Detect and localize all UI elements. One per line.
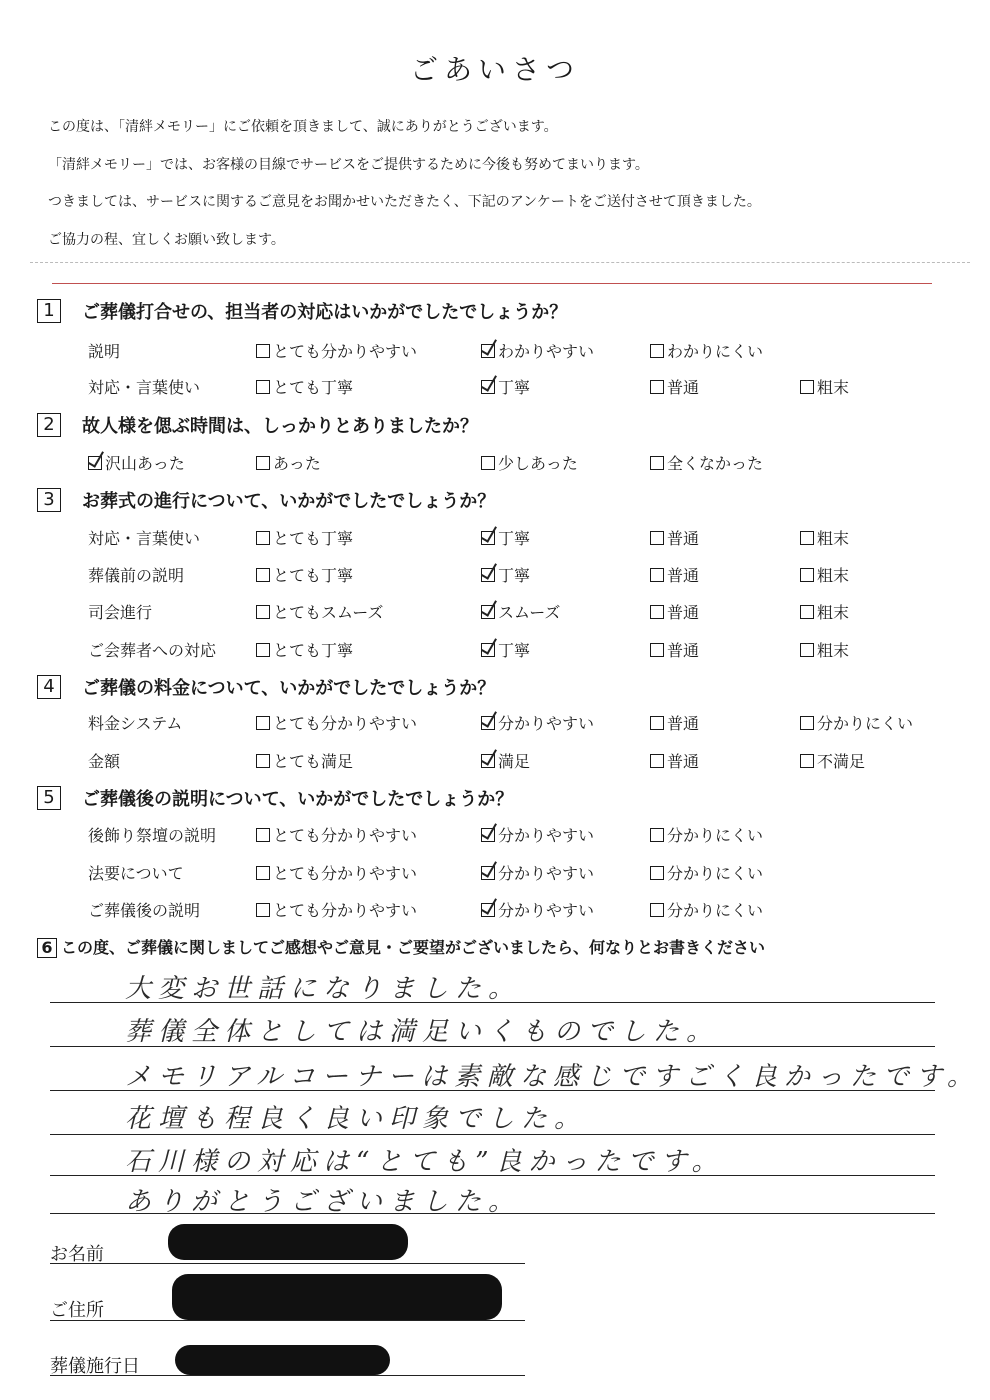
checkbox[interactable] <box>256 866 270 880</box>
checkbox[interactable] <box>256 380 270 394</box>
name-field-line <box>50 1263 525 1264</box>
q3-row-1-option-4[interactable]: 粗末 <box>800 526 849 549</box>
q4-row-2-option-1[interactable]: とても満足 <box>256 749 353 772</box>
q5-row-1-option-1[interactable]: とても分かりやすい <box>256 823 417 846</box>
checkbox[interactable] <box>650 903 664 917</box>
checkbox-checked[interactable] <box>481 903 495 917</box>
checkbox[interactable] <box>650 380 664 394</box>
q5-row-3-option-3[interactable]: 分かりにくい <box>650 898 763 921</box>
q5-row-3-option-1[interactable]: とても分かりやすい <box>256 898 417 921</box>
q1-row-1-label: 説明 <box>88 342 121 361</box>
checkbox[interactable] <box>800 754 814 768</box>
checkbox[interactable] <box>256 903 270 917</box>
checkbox-checked[interactable] <box>481 643 495 657</box>
checkbox[interactable] <box>650 866 664 880</box>
address-label: ご住所 <box>50 1300 104 1321</box>
answer-rule-1 <box>50 1002 935 1003</box>
question-2-number: 2 <box>37 413 61 437</box>
handwritten-answer-line-5: 石川様の対応は“とても”良かったです。 <box>125 1147 725 1177</box>
question-1-number: 1 <box>37 299 61 323</box>
q4-row-1-option-2[interactable]: 分かりやすい <box>481 711 594 734</box>
q4-row-2-option-4[interactable]: 不満足 <box>800 749 865 772</box>
q3-row-4-option-4[interactable]: 粗末 <box>800 638 849 661</box>
q3-row-4-option-2[interactable]: 丁寧 <box>481 638 530 661</box>
answer-rule-5 <box>50 1175 935 1176</box>
q3-row-2-option-3[interactable]: 普通 <box>650 563 699 586</box>
checkbox[interactable] <box>256 568 270 582</box>
q2-option-3[interactable]: 少しあった <box>481 451 578 474</box>
q2-option-2[interactable]: あった <box>256 451 321 474</box>
q4-row-1-option-4[interactable]: 分かりにくい <box>800 711 913 734</box>
q1-row-2-option-2[interactable]: 丁寧 <box>481 375 530 398</box>
q1-row-2-option-1[interactable]: とても丁寧 <box>256 375 353 398</box>
q2-option-1[interactable]: 沢山あった <box>88 451 185 474</box>
divider-red <box>52 283 932 284</box>
checkbox-checked[interactable] <box>481 344 495 358</box>
question-6-text: この度、ご葬儀に関しましてご感想やご意見・ご要望がございましたら、何なりとお書きください <box>61 938 766 957</box>
checkbox[interactable] <box>650 531 664 545</box>
date-field-line <box>50 1375 525 1376</box>
q3-row-2-option-4[interactable]: 粗末 <box>800 563 849 586</box>
address-field-line <box>50 1320 525 1321</box>
q3-row-3-option-3[interactable]: 普通 <box>650 600 699 623</box>
question-5-number: 5 <box>37 786 61 810</box>
q4-row-1-option-3[interactable]: 普通 <box>650 711 699 734</box>
handwritten-answer-line-2: 葬儀全体としては満足いくものでした。 <box>125 1017 720 1047</box>
q3-row-4-option-1[interactable]: とても丁寧 <box>256 638 353 661</box>
question-6-number: 6 <box>37 938 57 958</box>
q4-row-1-label: 料金システム <box>88 714 183 733</box>
checkbox[interactable] <box>800 531 814 545</box>
checkbox[interactable] <box>800 716 814 730</box>
checkbox-checked[interactable] <box>481 568 495 582</box>
checkbox[interactable] <box>650 568 664 582</box>
q3-row-2-label: 葬儀前の説明 <box>88 566 185 585</box>
handwritten-answer-line-1: 大変お世話になりました。 <box>125 974 522 1004</box>
checkbox[interactable] <box>650 828 664 842</box>
q3-row-3-option-2[interactable]: スムーズ <box>481 600 560 623</box>
q5-row-2-label: 法要について <box>88 864 184 883</box>
q4-row-2-option-3[interactable]: 普通 <box>650 749 699 772</box>
redacted-name <box>168 1224 408 1260</box>
q1-row-2-option-4[interactable]: 粗末 <box>800 375 849 398</box>
checkbox[interactable] <box>650 754 664 768</box>
answer-rule-2 <box>50 1046 935 1047</box>
name-label: お名前 <box>50 1244 104 1265</box>
q3-row-3-option-4[interactable]: 粗末 <box>800 600 849 623</box>
checkbox-checked[interactable] <box>481 531 495 545</box>
checkbox[interactable] <box>256 828 270 842</box>
answer-rule-3 <box>50 1090 935 1091</box>
intro-line-3: つきましては、サービスに関するご意見をお聞かせいただきたく、下記のアンケートをご送付させて頂きました。 <box>48 194 761 210</box>
q4-row-2-label: 金額 <box>88 752 121 771</box>
question-2-text: 故人様を偲ぶ時間は、しっかりとありましたか？ <box>82 416 478 437</box>
checkbox[interactable] <box>256 716 270 730</box>
checkbox[interactable] <box>800 643 814 657</box>
q5-row-1-label: 後飾り祭壇の説明 <box>88 826 217 845</box>
q1-row-2-label: 対応・言葉使い <box>88 378 201 397</box>
q5-row-1-option-3[interactable]: 分かりにくい <box>650 823 763 846</box>
checkbox[interactable] <box>650 605 664 619</box>
checkbox[interactable] <box>256 605 270 619</box>
checkbox-checked[interactable] <box>481 866 495 880</box>
checkbox[interactable] <box>256 456 270 470</box>
checkbox[interactable] <box>256 344 270 358</box>
q3-row-1-option-2[interactable]: 丁寧 <box>481 526 530 549</box>
question-5-text: ご葬儀後の説明について、いかがでしたでしょうか？ <box>82 789 514 810</box>
q5-row-3-option-2[interactable]: 分かりやすい <box>481 898 594 921</box>
checkbox-checked[interactable] <box>88 456 102 470</box>
intro-line-1: この度は、「清絆メモリー」にご依頼を頂きまして、誠にありがとうございます。 <box>48 119 558 135</box>
checkbox[interactable] <box>256 643 270 657</box>
date-label: 葬儀施行日 <box>50 1356 140 1377</box>
q3-row-4-label: ご会葬者への対応 <box>88 641 217 660</box>
redacted-date <box>175 1345 390 1375</box>
q5-row-2-option-3[interactable]: 分かりにくい <box>650 861 763 884</box>
checkbox[interactable] <box>650 716 664 730</box>
q3-row-4-option-3[interactable]: 普通 <box>650 638 699 661</box>
checkbox[interactable] <box>256 754 270 768</box>
q2-option-4[interactable]: 全くなかった <box>650 451 763 474</box>
checkbox[interactable] <box>256 531 270 545</box>
question-1-text: ご葬儀打合せの、担当者の対応はいかがでしたでしょうか？ <box>82 302 568 323</box>
question-3-number: 3 <box>37 488 61 512</box>
checkbox[interactable] <box>650 643 664 657</box>
checkbox[interactable] <box>800 380 814 394</box>
answer-rule-4 <box>50 1134 935 1135</box>
q4-row-2-option-2[interactable]: 満足 <box>481 749 530 772</box>
checkbox[interactable] <box>650 344 664 358</box>
q3-row-1-option-1[interactable]: とても丁寧 <box>256 526 353 549</box>
q3-row-1-label: 対応・言葉使い <box>88 529 201 548</box>
intro-line-2: 「清絆メモリー」では、お客様の目線でサービスをご提供するために今後も努めてまいります。 <box>48 157 649 173</box>
handwritten-answer-line-6: ありがとうございました。 <box>125 1187 522 1217</box>
q3-row-2-option-1[interactable]: とても丁寧 <box>256 563 353 586</box>
page-title: ごあいさつ <box>409 53 580 86</box>
checkbox[interactable] <box>650 456 664 470</box>
question-4-number: 4 <box>37 675 61 699</box>
question-3-text: お葬式の進行について、いかがでしたでしょうか？ <box>82 491 496 512</box>
redacted-address <box>172 1274 502 1320</box>
q1-row-1-option-3[interactable]: わかりにくい <box>650 339 763 362</box>
q4-row-1-option-1[interactable]: とても分かりやすい <box>256 711 417 734</box>
checkbox[interactable] <box>481 456 495 470</box>
checkbox[interactable] <box>800 605 814 619</box>
q1-row-1-option-1[interactable]: とても分かりやすい <box>256 339 417 362</box>
q5-row-2-option-1[interactable]: とても分かりやすい <box>256 861 417 884</box>
q3-row-3-label: 司会進行 <box>88 603 153 622</box>
checkbox-checked[interactable] <box>481 716 495 730</box>
q5-row-3-label: ご葬儀後の説明 <box>88 901 201 920</box>
q3-row-1-option-3[interactable]: 普通 <box>650 526 699 549</box>
q3-row-3-option-1[interactable]: とてもスムーズ <box>256 600 383 623</box>
q5-row-1-option-2[interactable]: 分かりやすい <box>481 823 594 846</box>
intro-line-4: ご協力の程、宜しくお願い致します。 <box>48 232 285 248</box>
q3-row-2-option-2[interactable]: 丁寧 <box>481 563 530 586</box>
divider-dashed <box>30 262 970 263</box>
handwritten-answer-line-3: メモリアルコーナーは素敵な感じですごく良かったです。 <box>125 1062 980 1092</box>
q1-row-2-option-3[interactable]: 普通 <box>650 375 699 398</box>
checkbox-checked[interactable] <box>481 754 495 768</box>
checkbox-checked[interactable] <box>481 828 495 842</box>
question-4-text: ご葬儀の料金について、いかがでしたでしょうか？ <box>82 678 496 699</box>
handwritten-answer-line-4: 花壇も程良く良い印象でした。 <box>125 1104 588 1134</box>
checkbox-checked[interactable] <box>481 380 495 394</box>
q1-row-1-option-2[interactable]: わかりやすい <box>481 339 594 362</box>
question-6 <box>37 935 765 958</box>
answer-rule-6 <box>50 1213 935 1214</box>
checkbox-checked[interactable] <box>481 605 495 619</box>
q5-row-2-option-2[interactable]: 分かりやすい <box>481 861 594 884</box>
checkbox[interactable] <box>800 568 814 582</box>
